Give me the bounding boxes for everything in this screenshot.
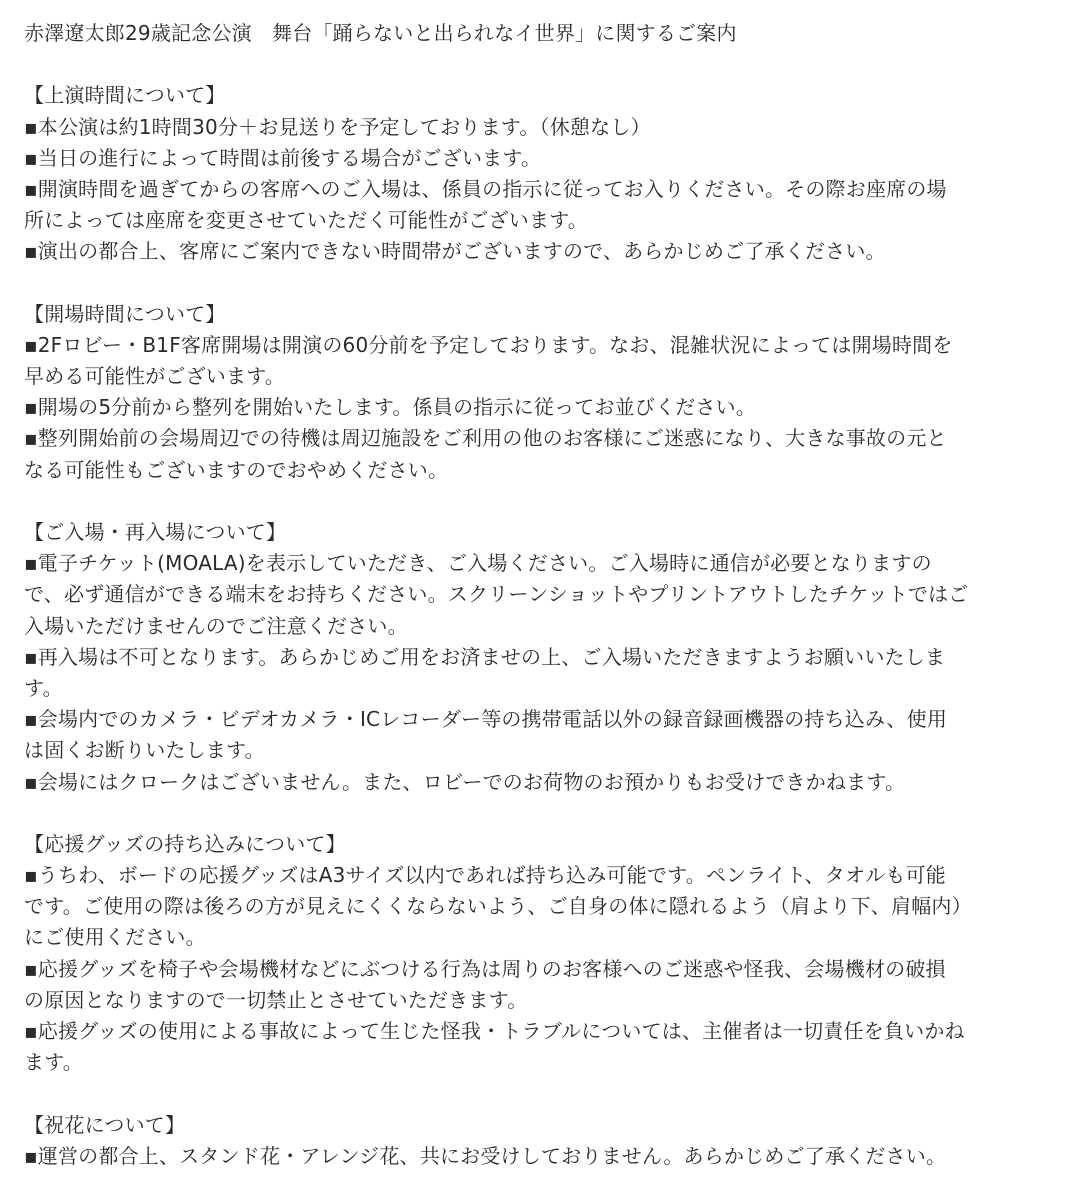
notice-line: は固くお断りいたします。 [24,738,265,763]
notice-line: ▪︎開演時間を過ぎてからの客席へのご入場は、係員の指示に従ってお入りください。その際お座席の場 [24,176,947,201]
notice-line: ▪︎会場にはクロークはございません。また、ロビーでのお荷物のお預かりもお受けできかねます。 [24,769,906,794]
spacer [24,486,1074,517]
section-heading-performance-time: 【上演時間について】 [24,83,226,108]
notice-line: ▪︎うちわ、ボードの応援グッズはA3サイズ以内であれば持ち込み可能です。ペンライト、タオルも可能 [24,863,946,888]
notice-line: ▪︎演出の都合上、客席にご案内できない時間帯がございますので、あらかじめご了承ください。 [24,239,886,264]
section-heading-opening-time: 【開場時間について】 [24,301,226,326]
notice-line: にご使用ください。 [24,925,206,950]
notice-line: ▪︎本公演は約1時間30分＋お見送りを予定しております。（休憩なし） [24,114,651,139]
document-title: 赤澤遼太郎29歳記念公演 舞台「踊らないと出られなイ世界」に関するご案内 [24,21,737,45]
spacer [24,798,1074,829]
notice-line: ▪︎2Fロビー・B1F客席開場は開演の60分前を予定しております。なお、混雑状況によっては開場時間を [24,332,953,357]
notice-line: ます。 [24,1050,83,1075]
announcement-document [24,18,1074,1172]
notice-line: ▪︎再入場は不可となります。あらかじめご用をお済ませの上、ご入場いただきますようお願いいたしま [24,644,946,669]
notice-line: ▪︎応援グッズの使用による事故によって生じた怪我・トラブルについては、主催者は一切責任を負いかね [24,1019,965,1043]
section-heading-entry-reentry: 【ご入場・再入場について】 [24,520,287,544]
notice-line: ▪︎開場の5分前から整列を開始いたします。係員の指示に従ってお並びください。 [24,395,757,420]
notice-line: 早める可能性がございます。 [24,364,285,389]
notice-line: ▪︎電子チケット(MOALA)を表示していただき、ご入場ください。ご入場時に通信が必要となりますの [24,551,932,576]
section-heading-flowers: 【祝花について】 [24,1112,186,1137]
notice-line: す。 [24,675,63,700]
notice-line: 所によっては座席を変更させていただく可能性がございます。 [24,208,588,233]
notice-line: なる可能性もございますのでおやめください。 [24,457,449,482]
notice-line: の原因となりますので一切禁止とさせていただきます。 [24,987,528,1012]
spacer [24,268,1074,299]
spacer [24,1078,1074,1109]
notice-line: 入場いただけませんのでご注意ください。 [24,613,408,638]
notice-line: で、必ず通信ができる端末をお持ちください。スクリーンショットやプリントアウトしたチケットではご [24,582,969,607]
notice-line: ▪︎会場内でのカメラ・ビデオカメラ・ICレコーダー等の携帯電話以外の録音録画機器の持ち込み、使用 [24,707,948,732]
notice-line: ▪︎応援グッズを椅子や会場機材などにぶつける行為は周りのお客様へのご迷惑や怪我、会場機材の破損 [24,956,946,981]
spacer [24,49,1074,80]
notice-line: ▪︎運営の都合上、スタンド花・アレンジ花、共にお受けしておりません。あらかじめご了承ください。 [24,1143,947,1168]
notice-line: ▪︎当日の進行によって時間は前後する場合がございます。 [24,145,542,170]
notice-line: ▪︎整列開始前の会場周辺での待機は周辺施設をご利用の他のお客様にご迷惑になり、大きな事故の元と [24,426,947,451]
notice-line: です。ご使用の際は後ろの方が見えにくくならないよう、ご自身の体に隠れるよう（肩より下、肩幅内） [24,894,972,919]
section-heading-cheering-goods: 【応援グッズの持ち込みについて】 [24,831,346,856]
